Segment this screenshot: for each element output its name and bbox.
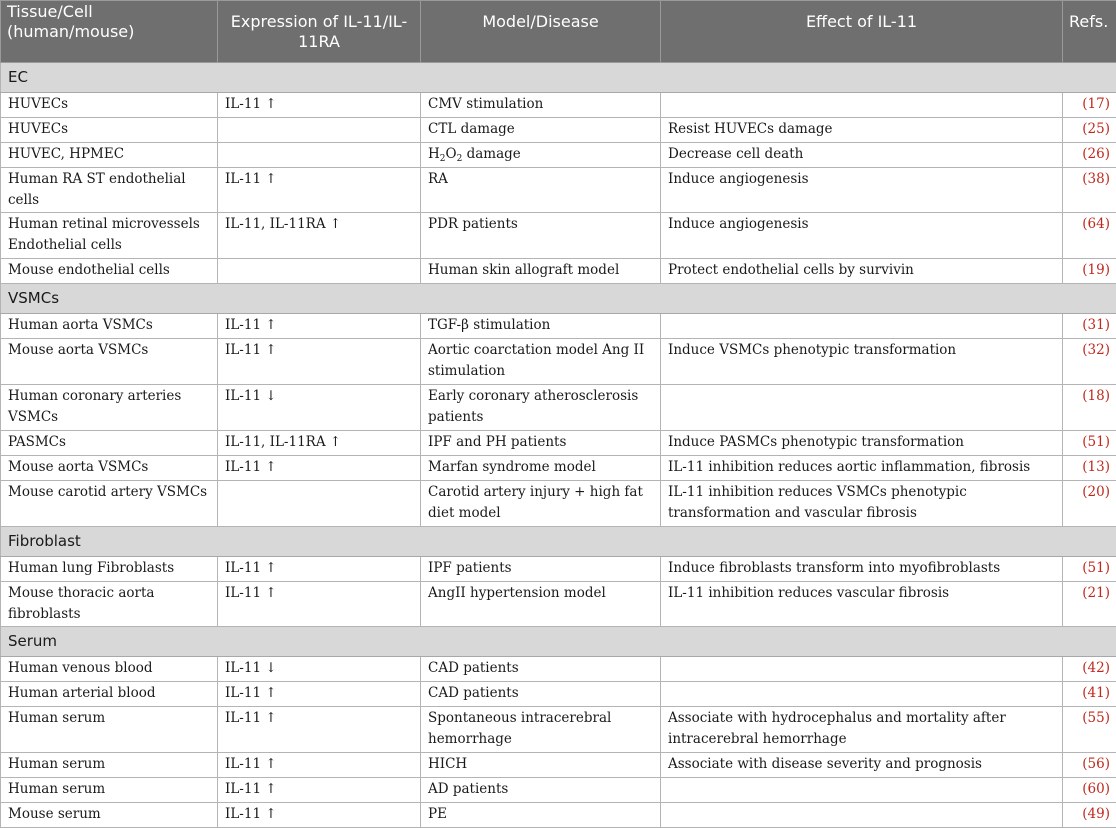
cell-effect bbox=[661, 93, 1063, 118]
model-h: H bbox=[428, 146, 440, 162]
cell-effect: Induce PASMCs phenotypic transformation bbox=[661, 431, 1063, 456]
cell-model: Carotid artery injury + high fat diet model bbox=[421, 481, 661, 527]
cell-model: IPF patients bbox=[421, 557, 661, 582]
cell-effect: Induce angiogenesis bbox=[661, 168, 1063, 213]
cell-model bbox=[421, 143, 661, 168]
cell-expression: IL-11 ↑ bbox=[218, 803, 421, 828]
table-row bbox=[1, 803, 1116, 828]
table-row bbox=[1, 118, 1116, 143]
section-title: VSMCs bbox=[1, 284, 1116, 314]
cell-tissue: Mouse thoracic aorta fibroblasts bbox=[1, 582, 218, 627]
table-row bbox=[1, 213, 1116, 259]
cell-tissue: Human venous blood bbox=[1, 657, 218, 682]
header-tissue: Tissue/Cell (human/mouse) bbox=[1, 1, 218, 63]
cell-effect: Associate with hydrocephalus and mortality after intracerebral hemorrhage bbox=[661, 707, 1063, 753]
cell-tissue: HUVECs bbox=[1, 118, 218, 143]
cell-ref-link[interactable]: (13) bbox=[1063, 456, 1116, 481]
table-row bbox=[1, 93, 1116, 118]
section-row-ec bbox=[1, 63, 1116, 93]
cell-model: Aortic coarctation model Ang II stimulation bbox=[421, 339, 661, 385]
model-damage: damage bbox=[462, 146, 520, 162]
cell-ref-link[interactable]: (21) bbox=[1063, 582, 1116, 627]
cell-tissue: Mouse aorta VSMCs bbox=[1, 339, 218, 385]
cell-model: Human skin allograft model bbox=[421, 259, 661, 284]
cell-ref-link[interactable]: (51) bbox=[1063, 557, 1116, 582]
cell-model: PDR patients bbox=[421, 213, 661, 259]
table-row bbox=[1, 456, 1116, 481]
cell-tissue: Mouse endothelial cells bbox=[1, 259, 218, 284]
table-row bbox=[1, 778, 1116, 803]
section-row-fibroblast bbox=[1, 527, 1116, 557]
cell-tissue: Human aorta VSMCs bbox=[1, 314, 218, 339]
cell-tissue: Human serum bbox=[1, 707, 218, 753]
cell-effect bbox=[661, 682, 1063, 707]
cell-tissue: Mouse carotid artery VSMCs bbox=[1, 481, 218, 527]
cell-tissue: HUVEC, HPMEC bbox=[1, 143, 218, 168]
cell-expression bbox=[218, 481, 421, 527]
model-sub-1: 2 bbox=[440, 154, 446, 164]
cell-ref-link[interactable]: (19) bbox=[1063, 259, 1116, 284]
cell-model: HICH bbox=[421, 753, 661, 778]
header-refs: Refs. bbox=[1063, 1, 1116, 63]
cell-effect bbox=[661, 657, 1063, 682]
cell-ref-link[interactable]: (38) bbox=[1063, 168, 1116, 213]
table-row bbox=[1, 657, 1116, 682]
cell-ref-link[interactable]: (51) bbox=[1063, 431, 1116, 456]
cell-expression: IL-11 ↑ bbox=[218, 314, 421, 339]
cell-effect: Associate with disease severity and prognosis bbox=[661, 753, 1063, 778]
header-expression: Expression of IL-11/IL-11RA bbox=[218, 1, 421, 63]
cell-model: Early coronary atherosclerosis patients bbox=[421, 385, 661, 431]
cell-model: TGF-β stimulation bbox=[421, 314, 661, 339]
section-row-serum bbox=[1, 627, 1116, 657]
cell-ref-link[interactable]: (64) bbox=[1063, 213, 1116, 259]
cell-model: IPF and PH patients bbox=[421, 431, 661, 456]
cell-tissue: Human retinal microvessels Endothelial cells bbox=[1, 213, 218, 259]
cell-expression: IL-11, IL-11RA ↑ bbox=[218, 431, 421, 456]
cell-ref-link[interactable]: (20) bbox=[1063, 481, 1116, 527]
cell-ref-link[interactable]: (41) bbox=[1063, 682, 1116, 707]
cell-effect: IL-11 inhibition reduces aortic inflammation, fibrosis bbox=[661, 456, 1063, 481]
cell-expression bbox=[218, 259, 421, 284]
cell-tissue: HUVECs bbox=[1, 93, 218, 118]
table-row bbox=[1, 582, 1116, 627]
cell-expression: IL-11 ↓ bbox=[218, 385, 421, 431]
cell-model: CAD patients bbox=[421, 657, 661, 682]
model-sub-2: 2 bbox=[457, 154, 463, 164]
cell-expression: IL-11 ↑ bbox=[218, 778, 421, 803]
cell-effect bbox=[661, 314, 1063, 339]
cell-effect: Decrease cell death bbox=[661, 143, 1063, 168]
cell-tissue: Human serum bbox=[1, 753, 218, 778]
cell-expression bbox=[218, 143, 421, 168]
cell-effect: Induce angiogenesis bbox=[661, 213, 1063, 259]
cell-ref-link[interactable]: (31) bbox=[1063, 314, 1116, 339]
cell-ref-link[interactable]: (25) bbox=[1063, 118, 1116, 143]
cell-expression: IL-11 ↑ bbox=[218, 339, 421, 385]
header-row bbox=[1, 1, 1116, 63]
cell-ref-link[interactable]: (60) bbox=[1063, 778, 1116, 803]
cell-effect: Resist HUVECs damage bbox=[661, 118, 1063, 143]
table-row bbox=[1, 557, 1116, 582]
model-o: O bbox=[446, 146, 457, 162]
table-row bbox=[1, 753, 1116, 778]
cell-effect bbox=[661, 803, 1063, 828]
cell-effect: Protect endothelial cells by survivin bbox=[661, 259, 1063, 284]
section-row-vsmcs bbox=[1, 284, 1116, 314]
table-row bbox=[1, 168, 1116, 213]
cell-model: Marfan syndrome model bbox=[421, 456, 661, 481]
cell-ref-link[interactable]: (17) bbox=[1063, 93, 1116, 118]
cell-expression: IL-11, IL-11RA ↑ bbox=[218, 213, 421, 259]
cell-expression: IL-11 ↑ bbox=[218, 682, 421, 707]
cell-ref-link[interactable]: (26) bbox=[1063, 143, 1116, 168]
cell-tissue: Human RA ST endothelial cells bbox=[1, 168, 218, 213]
cell-model: PE bbox=[421, 803, 661, 828]
cell-model: Spontaneous intracerebral hemorrhage bbox=[421, 707, 661, 753]
cell-model: CAD patients bbox=[421, 682, 661, 707]
cell-expression: IL-11 ↑ bbox=[218, 557, 421, 582]
table-row bbox=[1, 707, 1116, 753]
cell-expression bbox=[218, 118, 421, 143]
cell-model: AngII hypertension model bbox=[421, 582, 661, 627]
cell-effect bbox=[661, 778, 1063, 803]
cell-expression: IL-11 ↑ bbox=[218, 456, 421, 481]
cell-tissue: Human arterial blood bbox=[1, 682, 218, 707]
cell-effect: Induce VSMCs phenotypic transformation bbox=[661, 339, 1063, 385]
cell-tissue: Mouse aorta VSMCs bbox=[1, 456, 218, 481]
table-row bbox=[1, 339, 1116, 385]
table-row bbox=[1, 259, 1116, 284]
cell-model: RA bbox=[421, 168, 661, 213]
section-title: Fibroblast bbox=[1, 527, 1116, 557]
cell-ref-link[interactable]: (32) bbox=[1063, 339, 1116, 385]
cell-expression: IL-11 ↑ bbox=[218, 707, 421, 753]
section-title: Serum bbox=[1, 627, 1116, 657]
header-model: Model/Disease bbox=[421, 1, 661, 63]
cell-effect bbox=[661, 385, 1063, 431]
cell-tissue: Human serum bbox=[1, 778, 218, 803]
cell-tissue: PASMCs bbox=[1, 431, 218, 456]
table-row bbox=[1, 682, 1116, 707]
table-row bbox=[1, 143, 1116, 168]
cell-effect: Induce fibroblasts transform into myofibroblasts bbox=[661, 557, 1063, 582]
cell-expression: IL-11 ↑ bbox=[218, 168, 421, 213]
cell-tissue: Human lung Fibroblasts bbox=[1, 557, 218, 582]
table-row bbox=[1, 385, 1116, 431]
header-effect: Effect of IL-11 bbox=[661, 1, 1063, 63]
cell-ref-link[interactable]: (55) bbox=[1063, 707, 1116, 753]
cell-ref-link[interactable]: (42) bbox=[1063, 657, 1116, 682]
cell-ref-link[interactable]: (18) bbox=[1063, 385, 1116, 431]
table-row bbox=[1, 314, 1116, 339]
cell-expression: IL-11 ↑ bbox=[218, 93, 421, 118]
cell-model: CMV stimulation bbox=[421, 93, 661, 118]
table-row bbox=[1, 431, 1116, 456]
cell-model: CTL damage bbox=[421, 118, 661, 143]
cell-effect: IL-11 inhibition reduces vascular fibrosis bbox=[661, 582, 1063, 627]
cell-tissue: Mouse serum bbox=[1, 803, 218, 828]
cell-ref-link[interactable]: (56) bbox=[1063, 753, 1116, 778]
cell-model: AD patients bbox=[421, 778, 661, 803]
cell-tissue: Human coronary arteries VSMCs bbox=[1, 385, 218, 431]
section-title: EC bbox=[1, 63, 1116, 93]
table-row bbox=[1, 481, 1116, 527]
cell-expression: IL-11 ↑ bbox=[218, 582, 421, 627]
cell-expression: IL-11 ↓ bbox=[218, 657, 421, 682]
cell-ref-link[interactable]: (49) bbox=[1063, 803, 1116, 828]
cell-expression: IL-11 ↑ bbox=[218, 753, 421, 778]
cell-effect: IL-11 inhibition reduces VSMCs phenotypic transformation and vascular fibrosis bbox=[661, 481, 1063, 527]
